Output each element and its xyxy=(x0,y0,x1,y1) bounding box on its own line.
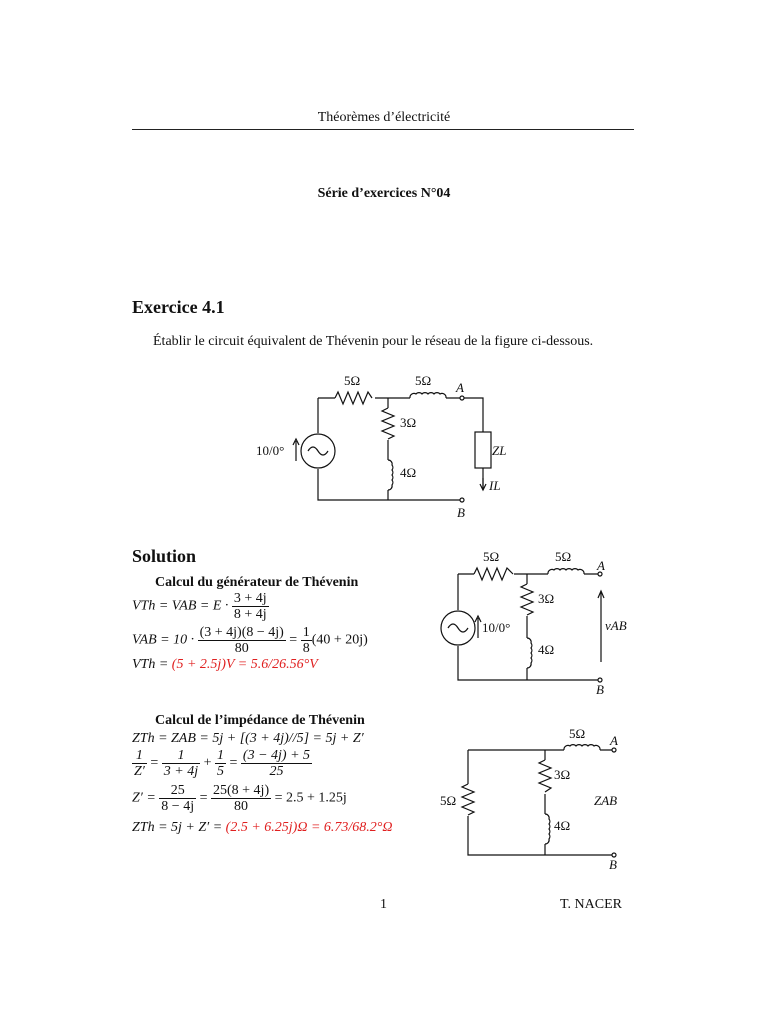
c1-r-mid-label: 3Ω xyxy=(400,415,417,430)
eq-zprime-rhs: = 2.5 + 1.25j xyxy=(274,790,347,806)
frac-num: (3 + 4j)(8 − 4j) xyxy=(199,625,284,640)
frac-num: 3 + 4j xyxy=(233,591,267,606)
c1-source-label: 10/0° xyxy=(256,443,285,458)
eq-vab-lhs: VAB = 10 · xyxy=(132,632,195,648)
c3-r-mid-label: 3Ω xyxy=(554,767,571,782)
generator-heading: Calcul du générateur de Thévenin xyxy=(155,575,359,590)
author: T. NACER xyxy=(560,897,622,912)
eq-zprime: Z′ = $\frac{25}{8 - 4j}$ = $\frac{25(8 + 4j)}{80}$ = 2.5 + 1.25j xyxy=(132,783,347,814)
frac-den: 80 xyxy=(234,641,249,656)
page-number: 1 xyxy=(380,897,387,912)
frac-num: 1 xyxy=(132,748,147,764)
c3-node-b: B xyxy=(609,857,617,872)
frac-num: (3 − 4j) + 5 xyxy=(242,748,311,763)
c2-r-mid-label: 3Ω xyxy=(538,591,555,606)
frac-den: Z′ xyxy=(134,764,145,779)
eq-sign: = xyxy=(289,632,298,648)
eq-zprime-lhs: Z′ = xyxy=(132,790,156,806)
frac-den: 8 + 4j xyxy=(233,607,267,622)
c2-l-mid-label: 4Ω xyxy=(538,642,555,657)
eq-zprime-inv: $\frac{1}{Z'}$ = $\frac{1}{3 + 4j}$ + $\frac{1}{5}$ = $\frac{(3 - 4j) + 5}{25}$ xyxy=(134,748,311,779)
c1-node-a: A xyxy=(456,380,464,395)
c1-r-top-label: 5Ω xyxy=(344,373,361,388)
eq-vab-rhs: (40 + 20j) xyxy=(311,632,368,648)
frac-den: 3 + 4j xyxy=(163,764,199,779)
series-title: Série d’exercices N°04 xyxy=(317,186,451,201)
c3-l-top-label: 5Ω xyxy=(569,726,586,741)
frac-num: 1 xyxy=(217,748,225,763)
c2-voltage-label: vAB xyxy=(605,618,627,633)
eq-vab xyxy=(132,625,368,656)
eq-vth-result-value: (5 + 2.5j)V = 5.6/26.56°V xyxy=(171,657,318,672)
running-header: Théorèmes d’électricité xyxy=(317,110,451,125)
c1-l-top-label: 5Ω xyxy=(415,373,432,388)
eq-zth-1: ZTh = ZAB = 5j + [(3 + 4j)//5] = 5j + Z′ xyxy=(132,731,364,746)
frac-den: 25 xyxy=(269,764,284,779)
c3-node-a: A xyxy=(610,733,618,748)
exercise-title: Exercice 4.1 xyxy=(132,297,225,317)
c1-load-label: ZL xyxy=(492,443,507,458)
c1-node-b: B xyxy=(457,505,465,520)
c1-l-mid-label: 4Ω xyxy=(400,465,417,480)
exercise-statement: Établir le circuit équivalent de Thévenin pour le réseau de la figure ci-dessous. xyxy=(153,334,594,349)
solution-title: Solution xyxy=(132,546,197,566)
c2-source-label: 10/0° xyxy=(482,620,511,635)
frac-num: 1 xyxy=(162,748,200,764)
frac-den: 5 xyxy=(217,764,225,779)
eq-zth-result-value: (2.5 + 6.25j)Ω = 6.73/68.2°Ω xyxy=(225,820,393,835)
frac-num: 1 xyxy=(302,625,310,640)
eq-zth-result-lhs: ZTh = 5j + Z′ = xyxy=(132,820,223,835)
eq-vth-result xyxy=(132,657,318,673)
c3-l-mid-label: 4Ω xyxy=(554,818,571,833)
frac-den: 8 xyxy=(302,641,310,656)
circuit-diagram-3 xyxy=(430,720,640,875)
c3-r-left-label: 5Ω xyxy=(440,793,457,808)
c2-r-top-label: 5Ω xyxy=(483,549,500,564)
frac-num: 25(8 + 4j) xyxy=(213,783,270,798)
c3-impedance-label: ZAB xyxy=(594,793,618,808)
impedance-heading: Calcul de l’impédance de Thévenin xyxy=(155,713,365,728)
eq-vth-1-lhs: VTh = VAB = E · xyxy=(132,598,229,614)
c1-current-label: IL xyxy=(489,478,501,493)
eq-zth-result xyxy=(132,820,393,836)
eq-vth-1 xyxy=(132,591,269,622)
circuit-diagram-2 xyxy=(420,545,640,700)
c2-node-a: A xyxy=(597,558,605,573)
c2-node-b: B xyxy=(596,682,604,697)
frac-num: 25 xyxy=(159,783,196,799)
frac-den: 8 − 4j xyxy=(161,799,195,814)
eq-vth-result-lhs: VTh = xyxy=(132,657,169,672)
header-rule xyxy=(132,129,634,130)
c2-l-top-label: 5Ω xyxy=(555,549,572,564)
frac-den: 80 xyxy=(234,799,249,814)
circuit-diagram-1 xyxy=(240,370,520,525)
